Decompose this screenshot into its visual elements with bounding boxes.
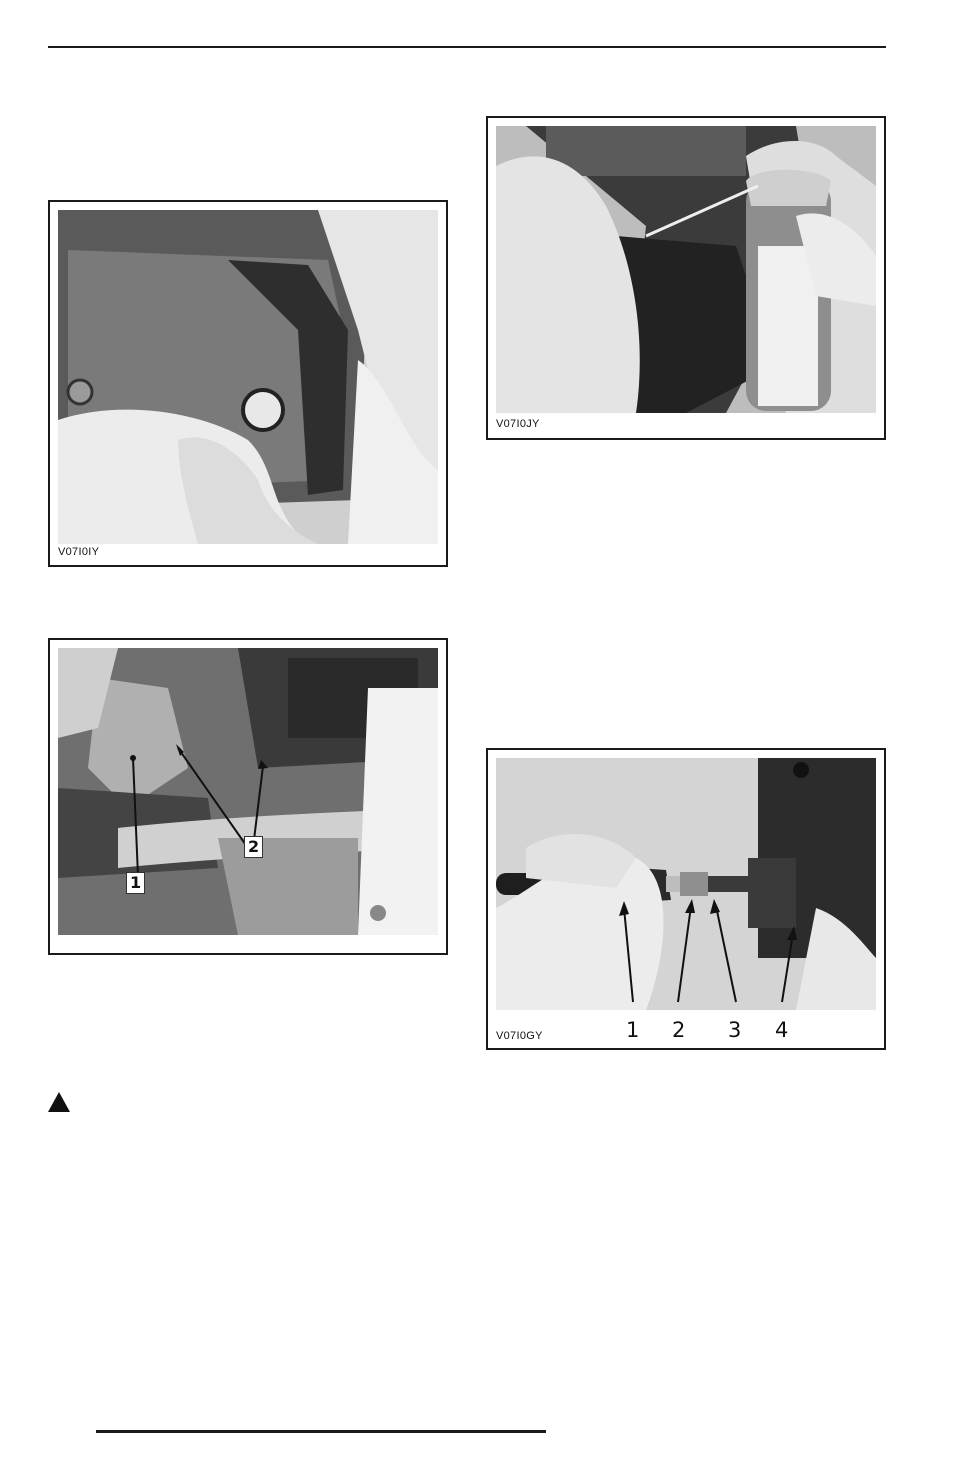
footer-rule: [96, 1430, 546, 1433]
photo-cover-removal: [58, 210, 438, 544]
figure-cable-assembly: [486, 748, 886, 1050]
figure-engine-compartment: [48, 638, 448, 955]
figure-code: V07I0JY: [496, 418, 540, 430]
warning-triangle-icon: [48, 1092, 70, 1112]
figure-code: V07I0GY: [496, 1030, 543, 1042]
photo-cable-lubrication: [496, 126, 876, 413]
figure-cover-removal: [48, 200, 448, 567]
figure-cable-lubrication: [486, 116, 886, 440]
photo-engine-compartment: [58, 648, 438, 935]
callout-1: 1: [626, 1018, 640, 1042]
header-rule: [48, 46, 886, 48]
figure-code: V07I0IY: [58, 546, 100, 558]
callout-4: 4: [775, 1018, 789, 1042]
photo-cable-assembly: [496, 758, 876, 1010]
callout-2-label: 2: [244, 836, 263, 858]
callout-1-label: 1: [126, 872, 145, 894]
callout-2: 2: [672, 1018, 686, 1042]
callout-3: 3: [728, 1018, 742, 1042]
